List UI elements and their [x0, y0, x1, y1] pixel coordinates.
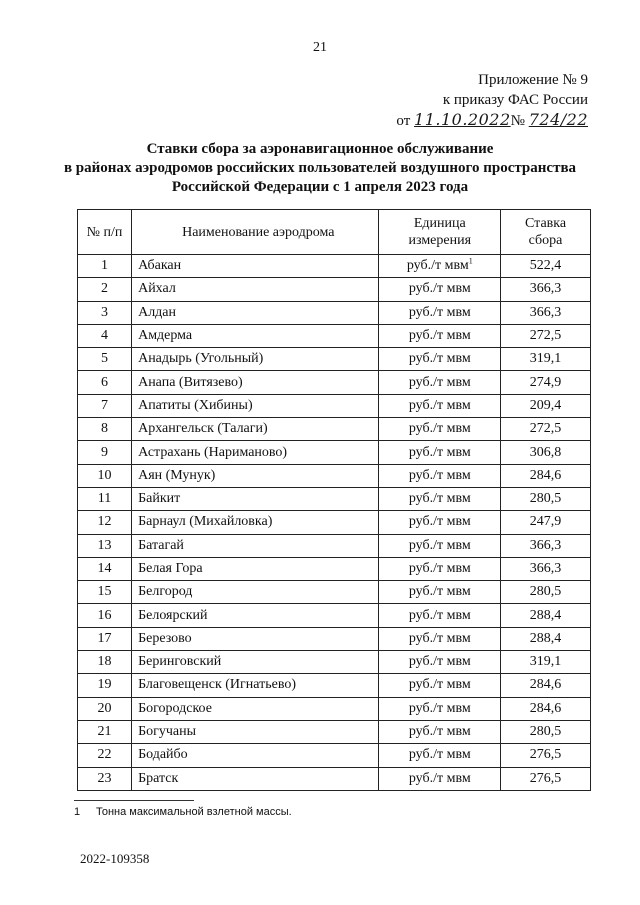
- table-row: [78, 348, 591, 371]
- title-line-3: Российской Федерации с 1 апреля 2023 года: [171, 179, 469, 195]
- cell-name: [132, 767, 379, 790]
- cell-num: [78, 651, 132, 674]
- cell-rate-text: 319,1: [529, 654, 562, 670]
- cell-unit-text: руб./т мвм: [408, 467, 471, 483]
- cell-unit-text: руб./т мвм: [408, 584, 471, 600]
- cell-unit-text: руб./т мвм: [408, 328, 471, 344]
- cell-num: [78, 371, 132, 394]
- header-rate-line-2: сбора: [528, 233, 563, 248]
- page-number: 21: [313, 40, 327, 55]
- header-unit-line-2: измерения: [408, 233, 472, 248]
- cell-num: [78, 627, 132, 650]
- cell-name-text: Белгород: [138, 584, 193, 600]
- cell-rate: [501, 651, 591, 674]
- cell-unit: [379, 627, 501, 650]
- cell-rate-text: 276,5: [529, 747, 562, 763]
- cell-num: [78, 767, 132, 790]
- cell-unit: [379, 651, 501, 674]
- cell-unit-text: руб./т мвм: [408, 397, 471, 413]
- cell-num: [78, 581, 132, 604]
- cell-num-text: 15: [97, 584, 112, 600]
- cell-name: [132, 441, 379, 464]
- cell-unit-text: руб./т мвм: [406, 258, 469, 274]
- cell-rate: [501, 604, 591, 627]
- cell-unit-text: руб./т мвм: [408, 630, 471, 646]
- cell-rate: [501, 767, 591, 790]
- cell-unit-text: руб./т мвм: [408, 374, 471, 390]
- cell-unit-text: руб./т мвм: [408, 700, 471, 716]
- appendix-order-ref: к приказу ФАС России: [442, 92, 588, 108]
- appendix-date-line: [396, 110, 588, 131]
- cell-unit-text: руб./т мвм: [408, 304, 471, 320]
- table-row: [78, 278, 591, 301]
- cell-rate: [501, 627, 591, 650]
- cell-name-text: Апатиты (Хибины): [138, 397, 253, 413]
- cell-rate-text: 366,3: [529, 537, 562, 553]
- cell-num: [78, 348, 132, 371]
- cell-name: [132, 278, 379, 301]
- cell-name: [132, 255, 379, 278]
- table-row: [78, 604, 591, 627]
- table-row: [78, 324, 591, 347]
- cell-rate: [501, 301, 591, 324]
- appendix-title: Приложение № 9: [478, 72, 588, 88]
- header-name: Наименование аэродрома: [132, 210, 379, 255]
- table-row: [78, 697, 591, 720]
- cell-num: [78, 744, 132, 767]
- cell-num: [78, 255, 132, 278]
- cell-num-text: 1: [101, 258, 109, 274]
- cell-num-text: 23: [97, 770, 112, 786]
- table-row: [78, 418, 591, 441]
- cell-name: [132, 744, 379, 767]
- cell-num-text: 2: [101, 281, 109, 297]
- cell-unit: [379, 744, 501, 767]
- cell-unit: [379, 604, 501, 627]
- header-num: № п/п: [78, 210, 132, 255]
- cell-rate: [501, 255, 591, 278]
- cell-rate-text: 272,5: [529, 328, 562, 344]
- cell-unit-text: руб./т мвм: [408, 770, 471, 786]
- cell-unit: [379, 697, 501, 720]
- cell-rate: [501, 278, 591, 301]
- cell-name: [132, 394, 379, 417]
- cell-name-text: Бодайбо: [138, 747, 188, 763]
- table-row: [78, 487, 591, 510]
- cell-name-text: Богучаны: [138, 724, 197, 740]
- cell-name-text: Алдан: [138, 304, 177, 320]
- cell-rate-text: 284,6: [529, 700, 562, 716]
- cell-num: [78, 394, 132, 417]
- cell-num: [78, 324, 132, 347]
- cell-rate: [501, 441, 591, 464]
- cell-rate-text: 284,6: [529, 467, 562, 483]
- cell-rate-text: 247,9: [529, 514, 562, 530]
- cell-unit: [379, 767, 501, 790]
- cell-unit: [379, 301, 501, 324]
- cell-num-text: 17: [97, 630, 112, 646]
- cell-name: [132, 627, 379, 650]
- cell-num-text: 21: [97, 724, 112, 740]
- table-row: [78, 301, 591, 324]
- cell-unit-text: руб./т мвм: [408, 607, 471, 623]
- handwritten-date: 11.10.2022: [414, 110, 511, 129]
- table-row: [78, 371, 591, 394]
- cell-unit: [379, 278, 501, 301]
- cell-unit: [379, 720, 501, 743]
- cell-unit-text: руб./т мвм: [408, 444, 471, 460]
- cell-rate-text: 319,1: [529, 351, 562, 367]
- table-row: [78, 441, 591, 464]
- cell-name: [132, 720, 379, 743]
- cell-unit: [379, 441, 501, 464]
- cell-rate-text: 288,4: [529, 630, 562, 646]
- cell-unit: [379, 581, 501, 604]
- cell-num: [78, 511, 132, 534]
- cell-num-text: 12: [97, 514, 112, 530]
- cell-unit-text: руб./т мвм: [408, 724, 471, 740]
- cell-num-text: 5: [101, 351, 109, 367]
- cell-num: [78, 720, 132, 743]
- cell-unit: [379, 324, 501, 347]
- cell-name-text: Белая Гора: [138, 561, 203, 576]
- cell-rate-text: 280,5: [529, 491, 562, 507]
- title-line-1: Ставки сбора за аэронавигационное обслуживание: [146, 141, 494, 157]
- rates-table: [77, 209, 591, 791]
- cell-name: [132, 697, 379, 720]
- cell-rate-text: 366,3: [529, 561, 562, 576]
- cell-rate: [501, 324, 591, 347]
- cell-name: [132, 557, 379, 580]
- handwritten-order-number: 724/22: [528, 110, 588, 129]
- cell-rate: [501, 674, 591, 697]
- table-row: [78, 744, 591, 767]
- cell-unit: [379, 674, 501, 697]
- cell-name-text: Архангельск (Талаги): [138, 421, 268, 437]
- cell-name: [132, 511, 379, 534]
- footnote-mark: 1: [74, 806, 81, 818]
- cell-unit: [379, 371, 501, 394]
- footnote: [74, 806, 292, 818]
- cell-name: [132, 581, 379, 604]
- cell-num: [78, 487, 132, 510]
- cell-unit-text: руб./т мвм: [408, 281, 471, 297]
- cell-name: [132, 418, 379, 441]
- cell-unit: [379, 487, 501, 510]
- cell-name: [132, 487, 379, 510]
- cell-name: [132, 324, 379, 347]
- cell-unit: [379, 534, 501, 557]
- cell-num-text: 16: [97, 607, 112, 623]
- cell-num-text: 13: [97, 537, 112, 553]
- header-unit-line-1: Единица: [413, 216, 466, 231]
- title-line-2: в районах аэродромов российских пользователей воздушного пространства: [63, 160, 577, 176]
- cell-num: [78, 534, 132, 557]
- cell-unit-text: руб./т мвм: [408, 561, 471, 576]
- cell-num-text: 4: [101, 328, 109, 344]
- cell-num: [78, 301, 132, 324]
- table-row: [78, 394, 591, 417]
- cell-rate-text: 366,3: [529, 281, 562, 297]
- cell-num: [78, 697, 132, 720]
- table-header-row: [78, 210, 591, 255]
- cell-rate: [501, 371, 591, 394]
- cell-num-text: 18: [97, 654, 112, 670]
- cell-num: [78, 441, 132, 464]
- cell-unit-text: руб./т мвм: [408, 537, 471, 553]
- cell-name-text: Березово: [138, 630, 192, 646]
- table-row: [78, 627, 591, 650]
- cell-num-text: 19: [97, 677, 112, 693]
- cell-num-text: 6: [101, 374, 109, 390]
- cell-num-text: 7: [101, 397, 109, 413]
- cell-rate-text: 288,4: [529, 607, 562, 623]
- cell-unit: [379, 255, 501, 278]
- cell-rate: [501, 581, 591, 604]
- cell-rate: [501, 697, 591, 720]
- cell-name-text: Благовещенск (Игнатьево): [138, 677, 297, 693]
- table-row: [78, 511, 591, 534]
- cell-name-text: Богородское: [138, 700, 212, 716]
- cell-num-text: 11: [97, 491, 112, 507]
- footnote-text: Тонна максимальной взлетной массы.: [96, 806, 292, 818]
- cell-name: [132, 534, 379, 557]
- cell-num-text: 3: [101, 304, 109, 320]
- cell-name: [132, 348, 379, 371]
- document-id: 2022-109358: [80, 851, 150, 866]
- cell-num-text: 10: [97, 467, 112, 483]
- cell-rate-text: 280,5: [529, 724, 562, 740]
- cell-rate: [501, 557, 591, 580]
- footnote-divider: [74, 800, 194, 801]
- cell-name-text: Батагай: [138, 537, 184, 553]
- cell-num-text: 20: [97, 700, 112, 716]
- footnote-ref: 1: [468, 256, 473, 266]
- table-row: [78, 767, 591, 790]
- table-row: [78, 651, 591, 674]
- cell-unit-text: руб./т мвм: [408, 351, 471, 367]
- table-row: [78, 464, 591, 487]
- cell-name-text: Беринговский: [138, 654, 222, 670]
- header-rate: [501, 210, 591, 255]
- cell-rate-text: 306,8: [529, 444, 562, 460]
- cell-rate: [501, 418, 591, 441]
- cell-unit-text: руб./т мвм: [408, 491, 471, 507]
- cell-rate-text: 284,6: [529, 677, 562, 693]
- cell-name-text: Аян (Мунук): [138, 467, 216, 483]
- table-row: [78, 557, 591, 580]
- cell-unit-text: руб./т мвм: [408, 677, 471, 693]
- cell-num-text: 14: [97, 561, 112, 576]
- cell-name-text: Барнаул (Михайловка): [138, 514, 273, 530]
- cell-unit: [379, 418, 501, 441]
- cell-rate-text: 276,5: [529, 770, 562, 786]
- cell-rate-text: 274,9: [529, 374, 562, 390]
- cell-unit: [379, 394, 501, 417]
- cell-name-text: Анапа (Витязево): [138, 374, 243, 390]
- header-rate-line-1: Ставка: [525, 216, 567, 231]
- cell-name-text: Амдерма: [138, 328, 193, 344]
- cell-rate: [501, 348, 591, 371]
- cell-rate: [501, 394, 591, 417]
- cell-num: [78, 604, 132, 627]
- table-row: [78, 534, 591, 557]
- table-row: [78, 720, 591, 743]
- cell-name-text: Белоярский: [138, 607, 208, 623]
- from-label: от: [396, 113, 411, 129]
- cell-unit-text: руб./т мвм: [408, 654, 471, 670]
- cell-rate-text: 366,3: [529, 304, 562, 320]
- cell-num: [78, 464, 132, 487]
- cell-unit-text: руб./т мвм: [408, 421, 471, 437]
- cell-rate: [501, 720, 591, 743]
- cell-rate-text: 209,4: [529, 397, 562, 413]
- cell-num: [78, 278, 132, 301]
- cell-name: [132, 651, 379, 674]
- cell-num-text: 22: [97, 747, 112, 763]
- cell-unit: [379, 557, 501, 580]
- cell-name: [132, 604, 379, 627]
- cell-name-text: Абакан: [138, 258, 182, 274]
- cell-num-text: 8: [101, 421, 109, 437]
- table-row: [78, 674, 591, 697]
- cell-unit-text: руб./т мвм: [408, 514, 471, 530]
- cell-rate: [501, 464, 591, 487]
- cell-num: [78, 557, 132, 580]
- appendix-block: [396, 70, 588, 131]
- number-label: №: [510, 113, 525, 129]
- cell-name-text: Байкит: [138, 491, 181, 507]
- cell-name-text: Астрахань (Нариманово): [138, 444, 288, 460]
- cell-name-text: Братск: [138, 770, 179, 786]
- cell-unit-text: руб./т мвм: [408, 747, 471, 763]
- cell-unit: [379, 511, 501, 534]
- cell-name: [132, 301, 379, 324]
- cell-rate: [501, 534, 591, 557]
- cell-name: [132, 674, 379, 697]
- cell-num: [78, 418, 132, 441]
- cell-rate: [501, 511, 591, 534]
- cell-num-text: 9: [101, 444, 109, 460]
- cell-rate: [501, 744, 591, 767]
- cell-rate: [501, 487, 591, 510]
- cell-name-text: Айхал: [138, 281, 176, 297]
- cell-name-text: Анадырь (Угольный): [138, 351, 264, 367]
- cell-num: [78, 674, 132, 697]
- cell-name: [132, 464, 379, 487]
- cell-rate-text: 272,5: [529, 421, 562, 437]
- cell-unit: [379, 348, 501, 371]
- cell-unit: [379, 464, 501, 487]
- cell-rate-text: 280,5: [529, 584, 562, 600]
- header-unit: [379, 210, 501, 255]
- cell-rate-text: 522,4: [529, 258, 562, 274]
- table-row: [78, 255, 591, 278]
- cell-name: [132, 371, 379, 394]
- table-row: [78, 581, 591, 604]
- document-title: [40, 140, 600, 197]
